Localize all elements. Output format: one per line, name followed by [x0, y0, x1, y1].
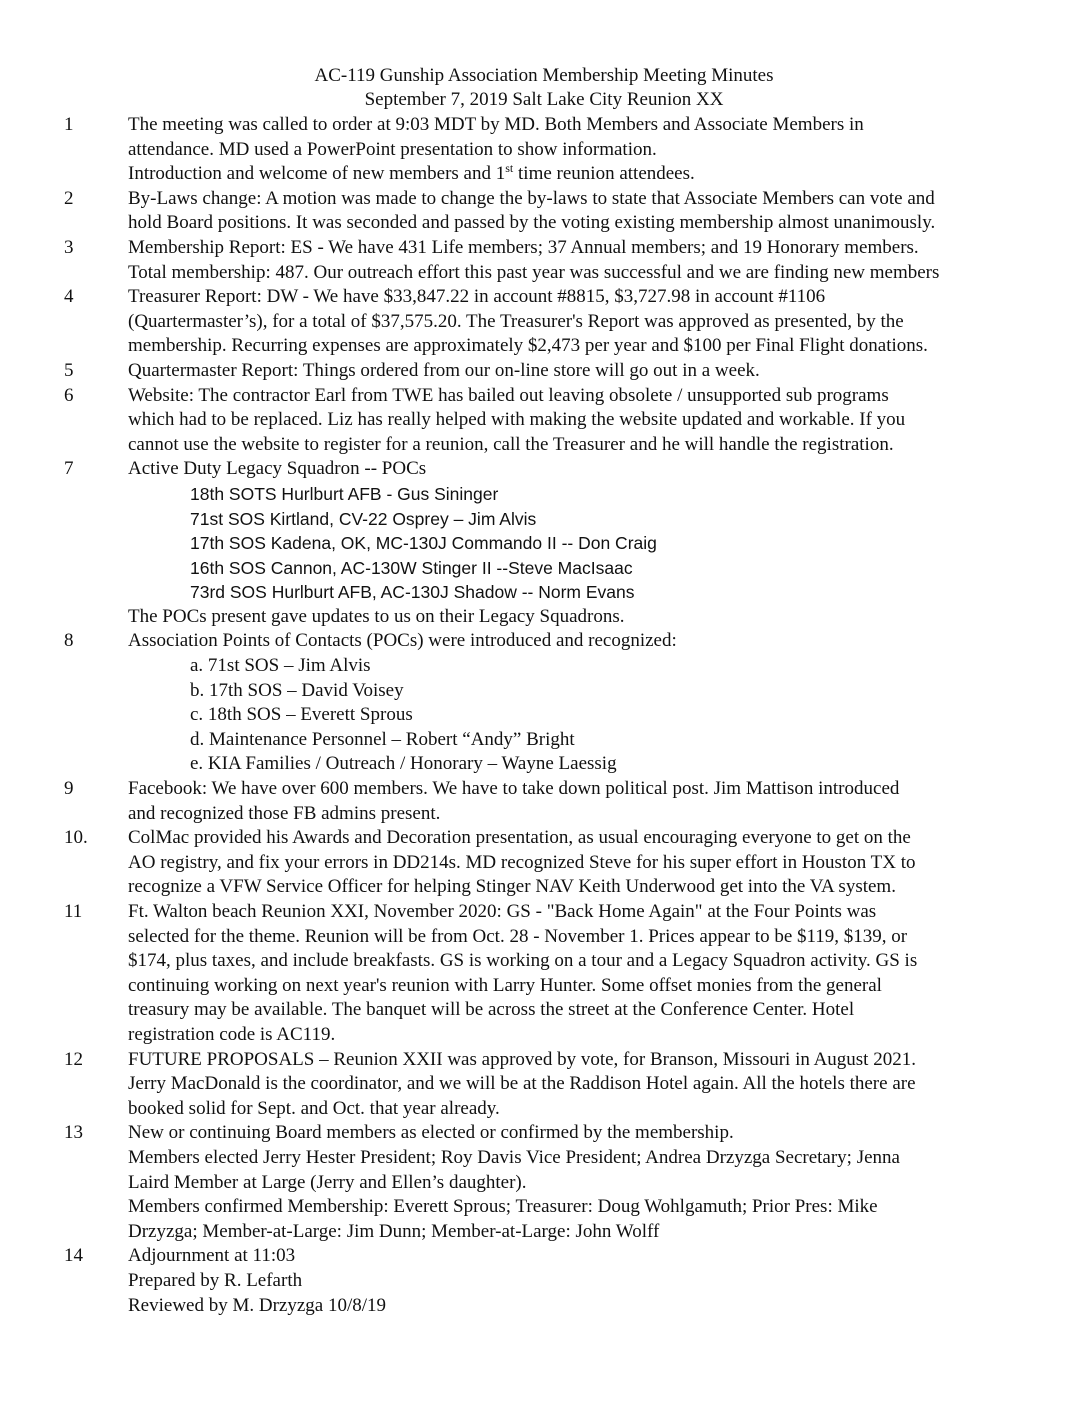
- item-line: continuing working on next year's reunion with Larry Hunter. Some offset monies from the general: [128, 974, 882, 996]
- minutes-items: [0, 113, 1088, 1318]
- item-line: treasury may be available. The banquet will be across the street at the Conference Center. Hotel: [128, 999, 855, 1021]
- minutes-item-8: [0, 629, 1088, 777]
- item-line: Membership Report: ES - We have 431 Life members; 37 Annual members; and 19 Honorary members.: [128, 236, 919, 258]
- minutes-item-3: [0, 236, 1088, 285]
- item-line: membership. Recurring expenses are approximately $2,473 per year and $100 per Final Flight donations.: [128, 335, 928, 357]
- legacy-squadron-entry: 18th SOTS Hurlburt AFB - Gus Sininger: [190, 483, 499, 504]
- item-line: booked solid for Sept. and Oct. that year already.: [128, 1097, 500, 1119]
- item-number: 3: [64, 236, 74, 258]
- minutes-item-6: [0, 384, 1088, 458]
- item-line: Facebook: We have over 600 members. We have to take down political post. Jim Mattison introduced: [128, 778, 900, 800]
- minutes-item-1: [0, 113, 1088, 187]
- item-number: 7: [64, 458, 74, 480]
- item-line: Reviewed by M. Drzyzga 10/8/19: [128, 1294, 387, 1316]
- item-line: cannot use the website to register for a reunion, call the Treasurer and he will handle the registration.: [128, 433, 894, 455]
- item-number: 14: [64, 1245, 83, 1267]
- item-line: Treasurer Report: DW - We have $33,847.22 in account #8815, $3,727.98 in account #1106: [128, 286, 826, 308]
- minutes-item-10: [0, 826, 1088, 900]
- item-body: [128, 285, 1018, 359]
- legacy-squadron-entry: 17th SOS Kadena, OK, MC-130J Commando II -- Don Craig: [190, 533, 657, 554]
- poc-heading: Association Points of Contacts (POCs) were introduced and recognized:: [128, 630, 677, 652]
- item-body: [128, 457, 1018, 629]
- item-number: 9: [64, 778, 74, 800]
- item-line: By-Laws change: A motion was made to change the by-laws to state that Associate Members can vote and: [128, 187, 935, 209]
- item-line: selected for the theme. Reunion will be from Oct. 28 - November 1. Prices appear to be $119, $139, or: [128, 925, 908, 947]
- item-number: 8: [64, 630, 74, 652]
- item-number: 5: [64, 359, 74, 381]
- item-line: Quartermaster Report: Things ordered from our on-line store will go out in a week.: [128, 359, 760, 381]
- item-number: 10.: [64, 827, 88, 849]
- item-body: [128, 384, 1018, 458]
- minutes-item-7: [0, 457, 1088, 629]
- minutes-item-11: [0, 900, 1088, 1048]
- item-line: recognize a VFW Service Officer for helping Stinger NAV Keith Underwood get into the VA system.: [128, 876, 896, 898]
- legacy-squadron-footer: The POCs present gave updates to us on their Legacy Squadrons.: [128, 605, 625, 627]
- item-line: New or continuing Board members as elected or confirmed by the membership.: [128, 1122, 734, 1144]
- item-line: hold Board positions. It was seconded and passed by the voting existing membership almost unanimously.: [128, 212, 936, 234]
- item-body: [128, 1244, 1018, 1318]
- item-line: Adjournment at 11:03: [128, 1245, 296, 1267]
- item-number: 6: [64, 384, 74, 406]
- item-line: Website: The contractor Earl from TWE has bailed out leaving obsolete / unsupported sub programs: [128, 384, 889, 406]
- legacy-squadron-entry: 73rd SOS Hurlburt AFB, AC-130J Shadow -- Norm Evans: [190, 582, 635, 603]
- item-line: Drzyzga; Member-at-Large: Jim Dunn; Member-at-Large: John Wolff: [128, 1220, 660, 1242]
- item-line: Jerry MacDonald is the coordinator, and we will be at the Raddison Hotel again. All the hotels there are: [128, 1073, 916, 1095]
- legacy-squadron-entry: 71st SOS Kirtland, CV-22 Osprey – Jim Alvis: [190, 508, 537, 529]
- item-body: [128, 236, 1018, 285]
- item-line: AO registry, and fix your errors in DD214s. MD recognized Steve for his super effort in Houston TX to: [128, 851, 916, 873]
- item-line-intro: [128, 162, 1018, 187]
- item-line: Prepared by R. Lefarth: [128, 1269, 303, 1291]
- item-body: [128, 1048, 1018, 1122]
- item-body: [128, 359, 1018, 384]
- item-line: Ft. Walton beach Reunion XXI, November 2020: GS - "Back Home Again" at the Four Points was: [128, 901, 877, 922]
- item-body: [128, 113, 1018, 187]
- poc-entry: b. 17th SOS – David Voisey: [190, 679, 404, 701]
- item-number: 13: [64, 1122, 83, 1144]
- item-body: [128, 1121, 1018, 1244]
- item-body: [128, 187, 1018, 236]
- minutes-item-4: [0, 285, 1088, 359]
- item-line: The meeting was called to order at 9:03 MDT by MD. Both Members and Associate Members in: [128, 114, 864, 135]
- item-line: (Quartermaster’s), for a total of $37,575.20. The Treasurer's Report was approved as presented, by the: [128, 310, 904, 332]
- item-line: Laird Member at Large (Jerry and Ellen’s daughter).: [128, 1171, 527, 1193]
- item-line: Members elected Jerry Hester President; Roy Davis Vice President; Andrea Drzyzga Secretary; Jenna: [128, 1146, 900, 1168]
- poc-entry: d. Maintenance Personnel – Robert “Andy” Bright: [190, 728, 575, 750]
- document-subtitle: September 7, 2019 Salt Lake City Reunion XX: [364, 89, 724, 110]
- document-title: AC-119 Gunship Association Membership Meeting Minutes: [314, 65, 774, 86]
- minutes-item-2: [0, 187, 1088, 236]
- intro-text: Introduction and welcome of new members and 1: [128, 163, 506, 185]
- legacy-squadron-entry: 16th SOS Cannon, AC-130W Stinger II --Steve MacIsaac: [190, 557, 633, 578]
- item-line: $174, plus taxes, and include breakfasts. GS is working on a tour and a Legacy Squadron activity. GS is: [128, 950, 918, 972]
- item-body: [128, 629, 1018, 777]
- item-number: 1: [64, 114, 74, 135]
- item-body: [128, 900, 1018, 1048]
- item-line: ColMac provided his Awards and Decoration presentation, as usual encouraging everyone to get on the: [128, 827, 911, 849]
- item-line: Total membership: 487. Our outreach effort this past year was successful and we are finding new members: [128, 261, 940, 283]
- item-number: 11: [64, 901, 83, 922]
- intro-text-end: time reunion attendees.: [513, 163, 695, 185]
- minutes-item-12: [0, 1048, 1088, 1122]
- poc-entry: e. KIA Families / Outreach / Honorary – Wayne Laessig: [190, 753, 617, 775]
- minutes-item-5: [0, 359, 1088, 384]
- item-body: [128, 777, 1018, 826]
- item-body: [128, 826, 1018, 900]
- item-line: FUTURE PROPOSALS – Reunion XXII was approved by vote, for Branson, Missouri in August 2021.: [128, 1048, 916, 1070]
- minutes-item-14: [0, 1244, 1088, 1318]
- item-line: registration code is AC119.: [128, 1023, 336, 1045]
- minutes-item-9: [0, 777, 1088, 826]
- item-line: Members confirmed Membership: Everett Sprous; Treasurer: Doug Wohlgamuth; Prior Pres: Mike: [128, 1196, 878, 1218]
- minutes-item-13: [0, 1121, 1088, 1244]
- item-line: and recognized those FB admins present.: [128, 802, 441, 824]
- item-number: 2: [64, 187, 74, 209]
- poc-entry: c. 18th SOS – Everett Sprous: [190, 704, 413, 726]
- item-line: which had to be replaced. Liz has really helped with making the website updated and workable. If you: [128, 409, 906, 431]
- poc-entry: a. 71st SOS – Jim Alvis: [190, 655, 371, 677]
- item-line: attendance. MD used a PowerPoint presentation to show information.: [128, 138, 657, 160]
- item-number: 4: [64, 286, 74, 308]
- legacy-squadron-heading: Active Duty Legacy Squadron -- POCs: [128, 458, 427, 480]
- item-number: 12: [64, 1048, 83, 1070]
- intro-superscript: st: [505, 161, 514, 176]
